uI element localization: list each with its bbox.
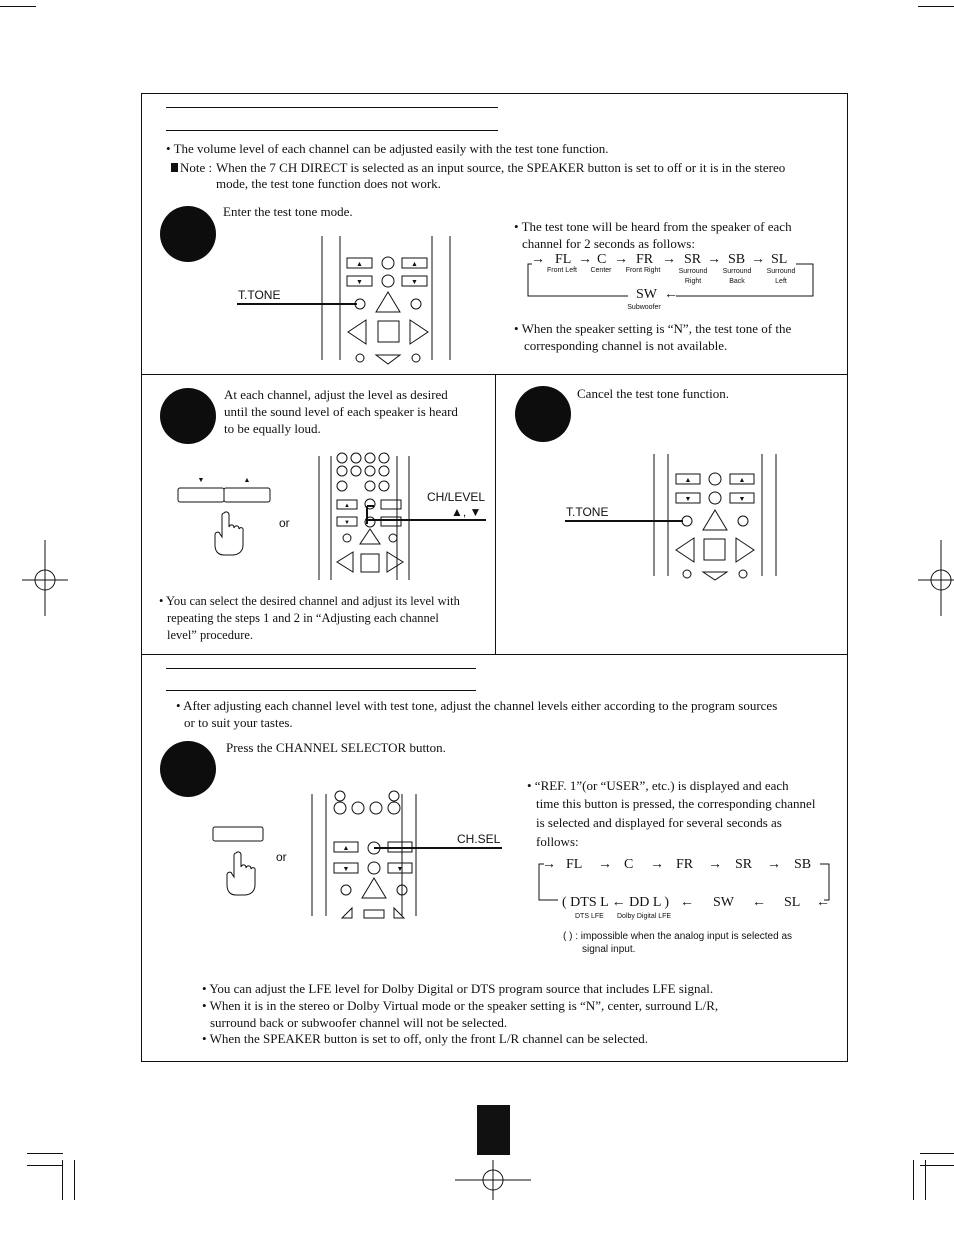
svg-text:▼: ▼ <box>396 865 404 873</box>
registration-mark-bottom <box>455 1160 531 1200</box>
seq-name-surround-left: Surround Left <box>766 268 796 285</box>
seq-arrow: → <box>707 252 721 267</box>
seq-code-fl: FL <box>555 252 572 267</box>
ch-seq-sw: SW <box>713 895 734 910</box>
section-2-note-3: • When the SPEAKER button is set to off, only the front L/R channel can be selected. <box>202 1031 648 1046</box>
ch-seq-arrow-back: ← <box>680 895 694 910</box>
svg-text:▼: ▼ <box>342 865 350 873</box>
step-2-note-line-1: • You can select the desired channel and adjust its level with <box>159 594 460 608</box>
t-tone-pointer-line <box>237 303 357 305</box>
paren-note-line-2: signal input. <box>582 944 636 955</box>
ch-seq-arrow: → <box>767 857 781 872</box>
or-text: or <box>279 516 290 530</box>
page-number-block <box>477 1105 510 1155</box>
section-2-note-2: • When it is in the stereo or Dolby Virtual mode or the speaker setting is “N”, center, surround L/R, <box>202 998 719 1013</box>
section-2-bullet-line-1: • After adjusting each channel level with test tone, adjust the channel levels either according to the program sources <box>176 698 778 713</box>
svg-text:▲: ▲ <box>684 476 692 484</box>
hand-pointer-icon <box>224 851 258 897</box>
step-1-marker <box>160 206 216 262</box>
note-line-1: When the 7 CH DIRECT is selected as an input source, the SPEAKER button is set to off or it is in the stereo <box>216 160 786 175</box>
step-2-marker <box>160 388 216 444</box>
seq-arrow-back: ← <box>664 287 678 302</box>
seq-code-sr: SR <box>684 252 702 267</box>
note-square-icon <box>171 163 178 172</box>
ch-seq-arrow: → <box>650 857 664 872</box>
svg-text:▼: ▼ <box>738 495 746 503</box>
svg-text:▼: ▼ <box>684 495 692 503</box>
t-tone-button-label: T.TONE <box>238 288 281 302</box>
seq-arrow: → <box>578 252 592 267</box>
front-panel-level-buttons <box>176 474 272 504</box>
section-2-step-text: Press the CHANNEL SELECTOR button. <box>226 740 446 755</box>
ch-seq-sl: SL <box>784 895 801 910</box>
paren-note-line-1: ( ) : impossible when the analog input is selected as <box>563 931 793 942</box>
crop-mark <box>920 1153 954 1154</box>
section-divider <box>141 654 847 655</box>
heading-rule <box>166 668 476 669</box>
seq-name-surround-back: Surround Back <box>722 268 752 285</box>
registration-mark-left <box>22 540 68 620</box>
registration-mark-right <box>918 540 954 620</box>
ch-seq-sb: SB <box>794 857 812 872</box>
step-1-info-line-2: channel for 2 seconds as follows: <box>522 236 695 251</box>
seq-arrow: → <box>662 252 676 267</box>
seq-name-front-right: Front Right <box>625 267 661 274</box>
crop-mark <box>925 1160 926 1200</box>
seq-code-sw: SW <box>636 287 657 302</box>
ch-seq-arrow: → <box>598 857 612 872</box>
t-tone-pointer-line <box>565 520 683 522</box>
section-2-bullet-line-2: or to suit your tastes. <box>184 715 293 730</box>
step-3-marker <box>515 386 571 442</box>
heading-rule <box>166 690 476 691</box>
intro-bullet: • The volume level of each channel can be adjusted easily with the test tone function. <box>166 141 609 156</box>
seq-arrow: → <box>614 252 628 267</box>
step-2-line-3: to be equally loud. <box>224 421 321 436</box>
section-2-note-1: • You can adjust the LFE level for Dolby Digital or DTS program source that includes LFE signal. <box>202 981 714 996</box>
seq-code-c: C <box>597 252 607 267</box>
ch-seq-sr: SR <box>735 857 753 872</box>
section-2-info-line-1: • “REF. 1”(or “USER”, etc.) is displayed and each <box>527 778 789 793</box>
svg-text:▼: ▼ <box>344 520 350 526</box>
dts-lfe-caption: DTS LFE <box>575 913 604 920</box>
remote-control-illustration <box>652 454 780 578</box>
ch-seq-arrow-back: ← <box>816 895 830 910</box>
ch-sel-pointer-line <box>374 847 502 849</box>
section-2-info-line-2: time this button is pressed, the corresponding channel <box>536 796 816 811</box>
crop-mark <box>913 1160 914 1200</box>
section-divider <box>495 374 496 655</box>
section-2-note-2-cont: surround back or subwoofer channel will not be selected. <box>210 1015 508 1030</box>
ch-level-button-label: CH/LEVEL <box>427 490 486 504</box>
dolby-lfe-caption: Dolby Digital LFE <box>617 913 672 920</box>
t-tone-button-label: T.TONE <box>566 505 609 519</box>
crop-mark <box>62 1160 63 1200</box>
seq-arrow: → <box>531 252 545 267</box>
ch-seq-arrow: → <box>542 857 556 872</box>
ch-seq-c: C <box>624 857 634 872</box>
svg-text:▲: ▲ <box>344 503 350 509</box>
note-line-2: mode, the test tone function does not work. <box>216 176 441 191</box>
step-1-note-line-2: corresponding channel is not available. <box>524 338 728 353</box>
svg-text:▲: ▲ <box>738 476 746 484</box>
section-2-info-line-4: follows: <box>536 834 579 849</box>
ch-seq-lfe-group: ( DTS L ← DD L ) <box>562 895 670 910</box>
remote-control-illustration <box>320 236 452 360</box>
seq-name-subwoofer: Subwoofer <box>627 304 661 311</box>
seq-code-sl: SL <box>771 252 788 267</box>
svg-text:▼: ▼ <box>356 278 363 286</box>
step-marker <box>160 741 216 797</box>
heading-rule <box>166 107 498 108</box>
ch-sel-button-label: CH.SEL <box>457 832 501 846</box>
ch-seq-arrow: → <box>708 857 722 872</box>
ch-seq-fr: FR <box>676 857 694 872</box>
seq-arrow: → <box>751 252 765 267</box>
ch-seq-arrow-back: ← <box>752 895 766 910</box>
step-1-info-line-1: • The test tone will be heard from the speaker of each <box>514 219 792 234</box>
seq-name-surround-right: Surround Right <box>678 268 708 285</box>
seq-code-sb: SB <box>728 252 746 267</box>
crop-mark <box>27 1165 63 1166</box>
step-2-line-1: At each channel, adjust the level as desired <box>224 387 448 402</box>
svg-text:▲: ▲ <box>411 260 418 268</box>
remote-control-illustration <box>310 794 420 918</box>
crop-mark <box>27 1153 63 1154</box>
crop-mark <box>74 1160 75 1200</box>
heading-rule <box>166 130 498 131</box>
crop-mark <box>918 6 954 7</box>
ch-level-arrows: ▲, ▼ <box>451 505 482 519</box>
svg-text:▼: ▼ <box>197 476 205 484</box>
step-3-text: Cancel the test tone function. <box>577 386 729 401</box>
hand-pointer-icon <box>212 511 246 557</box>
section-2-info-line-3: is selected and displayed for several seconds as <box>536 815 782 830</box>
channel-selector-front-button <box>212 826 266 844</box>
svg-text:▲: ▲ <box>342 844 350 852</box>
svg-text:▼: ▼ <box>411 278 418 286</box>
seq-name-front-left: Front Left <box>547 267 577 274</box>
or-text: or <box>276 850 287 864</box>
note-prefix: Note : <box>180 160 213 175</box>
seq-code-fr: FR <box>636 252 654 267</box>
section-divider <box>141 374 847 375</box>
step-1-text: Enter the test tone mode. <box>223 204 353 219</box>
step-2-note-line-3: level” procedure. <box>167 628 254 642</box>
step-2-note-line-2: repeating the steps 1 and 2 in “Adjusting each channel <box>167 611 439 625</box>
svg-text:▲: ▲ <box>243 476 251 484</box>
ch-seq-fl: FL <box>566 857 583 872</box>
step-1-note-line-1: • When the speaker setting is “N”, the test tone of the <box>514 321 792 336</box>
seq-name-center: Center <box>590 267 612 274</box>
svg-text:▲: ▲ <box>356 260 363 268</box>
crop-mark <box>0 6 36 7</box>
step-2-line-2: until the sound level of each speaker is heard <box>224 404 458 419</box>
